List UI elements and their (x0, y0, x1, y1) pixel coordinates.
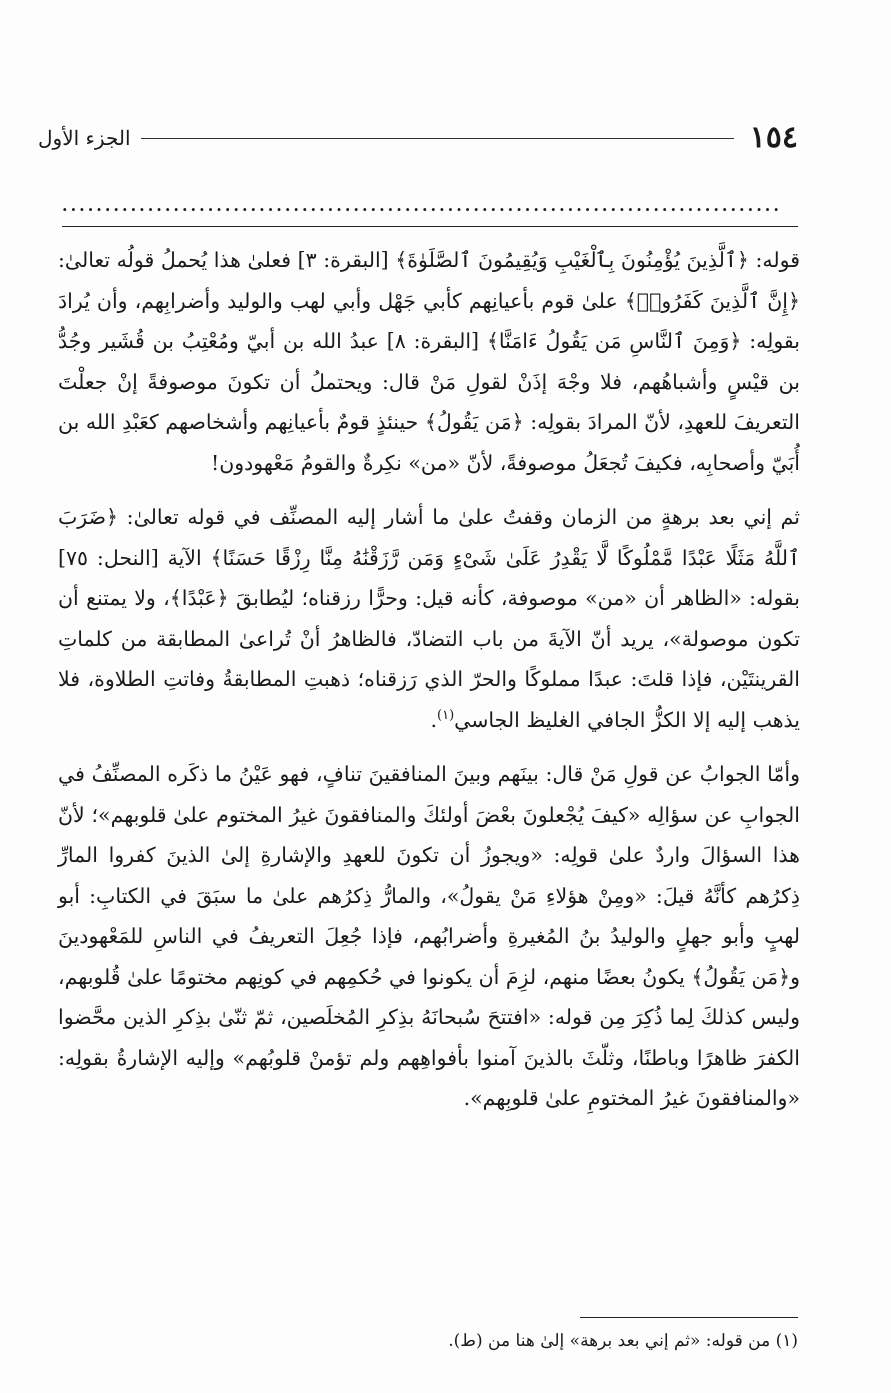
volume-title: الجزء الأول (38, 126, 131, 150)
paragraph-2-text: ثم إني بعد برهةٍ من الزمان وقفتُ علىٰ ما أشار إليه المصنِّف في قوله تعالىٰ: ﴿ضَرَبَ ٱللَّهُ مَثَلًا عَبْدًا مَّمْلُوكًا لَّا يَقْدِرُ عَلَىٰ شَىْءٍ وَمَن رَّزَقْنَٰهُ مِنَّا رِزْقًا حَسَنًا﴾ الآية [النحل: ٧٥] بقوله: «الظاهر أن «من» موصوفة، كأنه قيل: وحرًّا رزقناه؛ ليُطابقَ ﴿عَبْدًا﴾، ولا يمتنع أن تكون موصولة»، يريد أنّ الآيةَ من باب التضادّ، فالظاهرُ أنْ تُراعىٰ المطابقة من كلماتِ القرينتَيْن، فإذا قلتَ: عبدًا مملوكًا والحرّ الذي رَزقناه؛ ذهبتِ المطابقةُ وفاتتِ الطلاوة، فلا يذهب إليه إلا الكزُّ الجافي الغليظ الجاسي (58, 505, 800, 732)
page-number: ١٥٤ (749, 120, 798, 155)
footnote-reference: (١) (437, 707, 455, 723)
separator-dots: .................................................................................... (62, 196, 782, 214)
footnote: (١) من قوله: «ثم إني بعد برهة» إلىٰ هنا من (ط). (448, 1331, 798, 1351)
paragraph-2 (58, 497, 800, 740)
paragraph-3: وأمّا الجوابُ عن قولِ مَنْ قال: بينَهم وبينَ المنافقينَ تنافٍ، فهو عَيْنُ ما ذكَره المصنِّفُ في الجوابِ عن سؤالِه «كيفَ يُجْعلونَ بعْضَ أولئكَ والمنافقونَ غيرُ المختوم علىٰ قلوبهم»؛ لأنّ هذا السؤالَ واردٌ علىٰ قولِه: «ويجوزُ أن تكونَ للعهدِ والإشارةِ إلىٰ الذينَ كفروا المارِّ ذِكرُهم كأنَّهُ قيلَ: «ومِنْ هؤلاءِ مَنْ يقولُ»، والمارُّ ذِكرُهم علىٰ ما سبَقَ في الكتابِ: أبو لهبٍ وأبو جهلٍ والوليدُ بنُ المُغيرةِ وأضرابُهم، فإذا جُعِلَ التعريفُ في الناسِ للمَعْهودينَ و﴿مَن يَقُولُ﴾ يكونُ بعضًا منهم، لزِمَ أن يكونوا في حُكمِهم في كونِهم مختومًا علىٰ قُلوبهم، وليس كذلكَ لِما ذُكِرَ مِن قوله: «افتتحَ سُبحانَهُ بذِكرِ المُخلَصين، ثمّ ثنّىٰ بذِكرِ الذين محَّضوا الكفرَ ظاهرًا وباطنًا، وثلّثَ بالذينَ آمنوا بأفواهِهم ولم تؤمنْ قلوبُهم» وإليه الإشارةُ بقولِه: «والمنافقونَ غيرُ المختومِ علىٰ قلوبِهم». (58, 762, 801, 1110)
top-rule (62, 226, 798, 227)
header-rule (141, 138, 734, 139)
footnote-rule (580, 1317, 798, 1318)
paragraph-1: قوله: ﴿ٱلَّذِينَ يُؤْمِنُونَ بِٱلْغَيْبِ وَيُقِيمُونَ ٱلصَّلَوٰةَ﴾ [البقرة: ٣] فعلىٰ هذا يُحملُ قولُه تعالىٰ: ﴿إِنَّ ٱلَّذِينَ كَفَرُوا۟﴾ علىٰ قوم بأعيانِهم كأبي جَهْل وأبي لهب والوليد وأضرابِهم، وأن يُرادَ بقولِه: ﴿وَمِنَ ٱلنَّاسِ مَن يَقُولُ ءَامَنَّا﴾ [البقرة: ٨] عبدُ الله بن أبيّ ومُعْتِبُ بن قُشَير وجُدُّ بن قيْسٍ وأشباهُهم، فلا وجْهَ إذَنْ لقولِ مَنْ قال: ويحتملُ أن تكونَ موصوفةً إنْ جعلْتَ التعريفَ للعهدِ، لأنّ المرادَ بقولِه: ﴿مَن يَقُولُ﴾ حينئذٍ قومٌ بأعيانِهم وأشخاصهم كعَبْدِ الله بن أُبَيّ وأصحابِه، فكيفَ تُجعَلُ موصوفةً، لأنّ «من» نكِرةٌ والقومُ مَعْهودون! (58, 248, 801, 475)
main-text (58, 240, 800, 1119)
running-header (38, 118, 798, 158)
paragraph-2-end: . (430, 707, 438, 732)
